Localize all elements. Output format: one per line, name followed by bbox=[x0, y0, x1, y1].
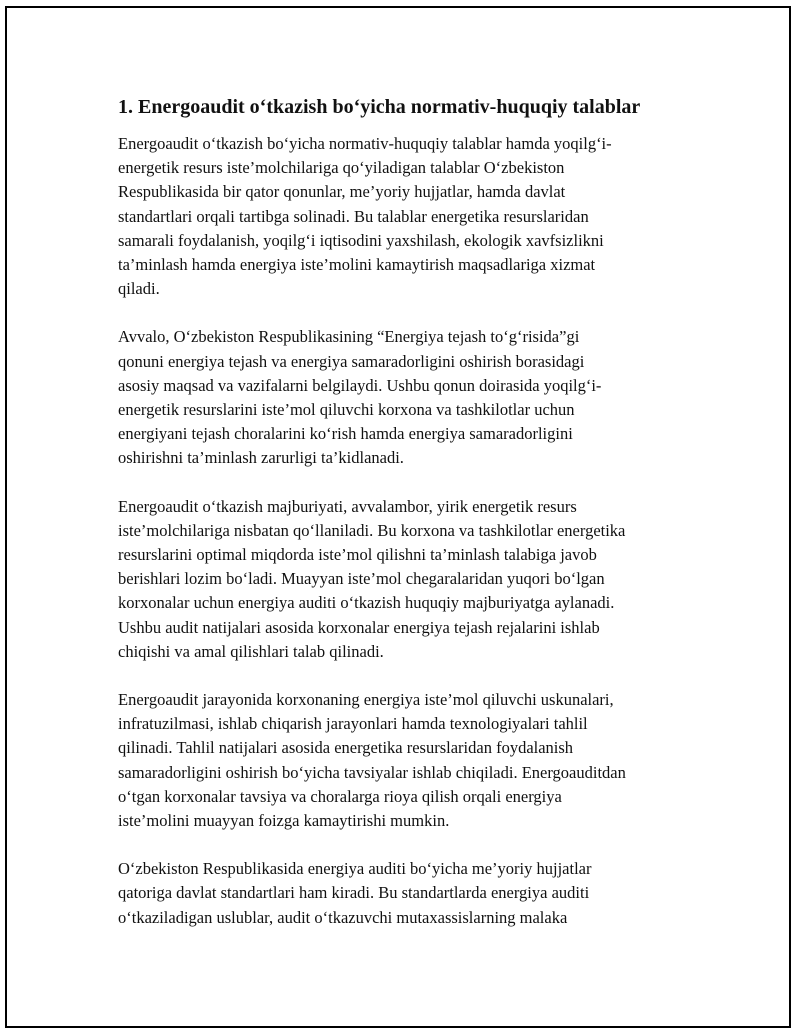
document-body bbox=[118, 94, 683, 954]
paragraph-1 bbox=[118, 132, 683, 301]
text-line: ta’minlash hamda energiya iste’molini kamaytirish maqsadlariga xizmat bbox=[118, 255, 596, 275]
text-line: resurslarini optimal miqdorda iste’mol qilishni ta’minlash talabiga javob bbox=[118, 545, 597, 565]
section-heading: 1. Energoaudit o‘tkazish bo‘yicha normativ-huquqiy talablar bbox=[118, 96, 641, 118]
text-line: energetik resurslarini iste’mol qiluvchi korxona va tashkilotlar uchun bbox=[118, 400, 575, 420]
text-line: Energoaudit o‘tkazish bo‘yicha normativ-huquqiy talablar hamda yoqilg‘i- bbox=[118, 134, 612, 153]
text-line: o‘tkaziladigan uslublar, audit o‘tkazuvchi mutaxassislarning malaka bbox=[118, 907, 568, 927]
text-line: samaradorligini oshirish bo‘yicha tavsiyalar ishlab chiqiladi. Energoauditdan bbox=[118, 762, 626, 782]
paragraph-2 bbox=[118, 325, 683, 470]
text-line: samarali foydalanish, yoqilg‘i iqtisodini yaxshilash, ekologik xavfsizlikni bbox=[118, 230, 604, 250]
text-line: qiladi. bbox=[118, 279, 160, 299]
text-line: Ushbu audit natijalari asosida korxonalar energiya tejash rejalarini ishlab bbox=[118, 617, 600, 637]
paragraph-3 bbox=[118, 495, 683, 664]
text-line: Respublikasida bir qator qonunlar, me’yoriy hujjatlar, hamda davlat bbox=[118, 182, 566, 202]
text-line: iste’molchilariga nisbatan qo‘llaniladi. Bu korxona va tashkilotlar energetika bbox=[118, 520, 626, 540]
text-line: iste’molini muayyan foizga kamaytirishi mumkin. bbox=[118, 811, 450, 831]
text-line: O‘zbekiston Respublikasida energiya auditi bo‘yicha me’yoriy hujjatlar bbox=[118, 859, 592, 879]
paragraph-5 bbox=[118, 857, 683, 930]
paragraph-4 bbox=[118, 688, 683, 833]
text-line: berishlari lozim bo‘ladi. Muayyan iste’mol chegaralaridan yuqori bo‘lgan bbox=[118, 569, 605, 589]
text-line: asosiy maqsad va vazifalarni belgilaydi. Ushbu qonun doirasida yoqilg‘i- bbox=[118, 375, 602, 395]
text-line: Energoaudit jarayonida korxonaning energiya iste’mol qiluvchi uskunalari, bbox=[118, 690, 614, 710]
text-line: Avvalo, O‘zbekiston Respublikasining “Energiya tejash to‘g‘risida”gi bbox=[118, 327, 580, 347]
text-line: oshirishni ta’minlash zarurligi ta’kidlanadi. bbox=[118, 448, 404, 468]
text-line: chiqishi va amal qilishlari talab qilinadi. bbox=[118, 641, 384, 661]
text-line: Energoaudit o‘tkazish majburiyati, avvalambor, yirik energetik resurs bbox=[118, 496, 577, 516]
text-line: qonuni energiya tejash va energiya samaradorligini oshirish borasidagi bbox=[118, 351, 585, 371]
text-line: standartlari orqali tartibga solinadi. Bu talablar energetika resurslaridan bbox=[118, 206, 589, 226]
text-line: energiyani tejash choralarini ko‘rish hamda energiya samaradorligini bbox=[118, 424, 573, 444]
text-line: o‘tgan korxonalar tavsiya va choralarga rioya qilish orqali energiya bbox=[118, 786, 562, 806]
text-line: korxonalar uchun energiya auditi o‘tkazish huquqiy majburiyatga aylanadi. bbox=[118, 593, 615, 613]
text-line: qilinadi. Tahlil natijalari asosida energetika resurslaridan foydalanish bbox=[118, 738, 574, 758]
text-line: energetik resurs iste’molchilariga qo‘yiladigan talablar O‘zbekiston bbox=[118, 158, 565, 178]
text-line: qatoriga davlat standartlari ham kiradi. Bu standartlarda energiya auditi bbox=[118, 883, 590, 903]
text-line: infratuzilmasi, ishlab chiqarish jarayonlari hamda texnologiyalari tahlil bbox=[118, 714, 588, 734]
